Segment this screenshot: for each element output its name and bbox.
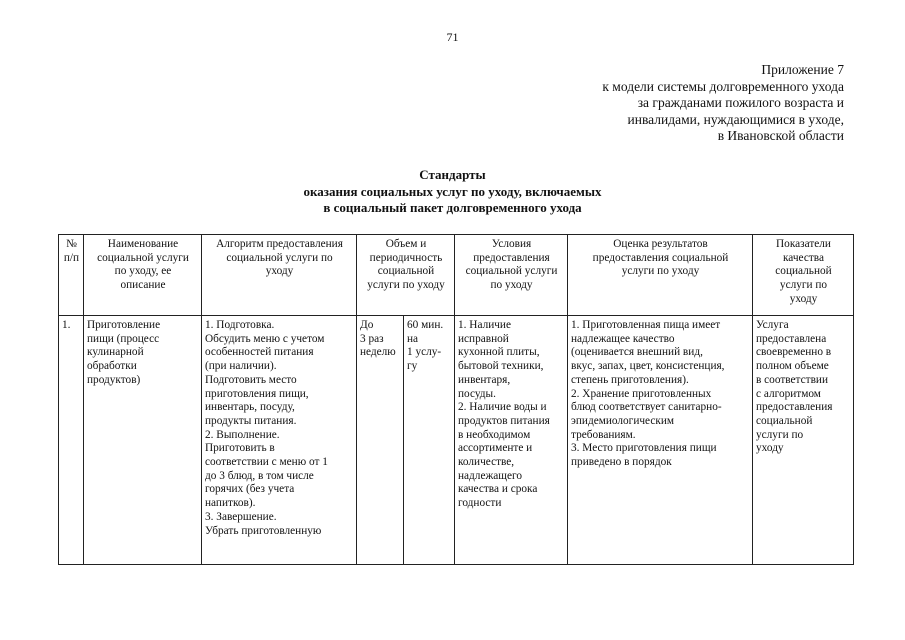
- header-conditions: Условия предоставления социальной услуги по уходу: [455, 235, 568, 316]
- appendix-line: Приложение 7: [761, 62, 844, 77]
- cell-number: 1.: [59, 316, 84, 565]
- header-quality: Показатели качества социальной услуги по уходу: [753, 235, 854, 316]
- document-title: [0, 167, 905, 217]
- cell-volume: 60 мин. на 1 услу- гу: [404, 316, 455, 565]
- appendix-line: инвалидами, нуждающимися в уходе,: [627, 111, 844, 127]
- cell-algorithm: 1. Подготовка. Обсудить меню с учетом особенностей питания (при наличии). Подготовить место приготовления пищи, инвентарь, посуду, продукты питания. 2. Выполнение. Приготовить в соответствии с меню от 1 до 3 блюд, в том числе горячих (без учета напитков). 3. Завершение. Убрать приготовленную: [202, 316, 357, 565]
- title-line: оказания социальных услуг по уходу, включаемых: [303, 183, 602, 199]
- standards-table: [58, 234, 854, 565]
- header-algorithm: Алгоритм предоставления социальной услуги по уходу: [202, 235, 357, 316]
- appendix-heading: [602, 62, 844, 145]
- cell-conditions: 1. Наличие исправной кухонной плиты, бытовой техники, инвентаря, посуды. 2. Наличие воды и продуктов питания в необходимом ассортименте и количестве, надлежащего качества и срока годности: [455, 316, 568, 565]
- appendix-line: в Ивановской области: [717, 128, 844, 144]
- header-number: № п/п: [59, 235, 84, 316]
- header-evaluation: Оценка результатов предоставления социальной услуги по уходу: [568, 235, 753, 316]
- header-service-name: Наименование социальной услуги по уходу, ее описание: [84, 235, 202, 316]
- appendix-line: за гражданами пожилого возраста и: [637, 95, 844, 111]
- title-line: в социальный пакет долговременного ухода: [323, 200, 582, 215]
- table-header-row: [59, 235, 854, 316]
- cell-evaluation: 1. Приготовленная пища имеет надлежащее качество (оценивается внешний вид, вкус, запах, цвет, консистенция, степень приготовления). 2. Хранение приготовленных блюд соответствует санитарно- эпидемиологическим требованиям. 3. Место приготовления пищи приведено в порядок: [568, 316, 753, 565]
- page-number: 71: [446, 30, 459, 44]
- header-volume-periodicity: Объем и периодичность социальной услуги по уходу: [357, 235, 455, 316]
- appendix-line: к модели системы долговременного ухода: [602, 78, 844, 94]
- cell-service-name: Приготовление пищи (процесс кулинарной обработки продуктов): [84, 316, 202, 565]
- title-line: Стандарты: [419, 167, 486, 182]
- table-row: [59, 316, 854, 565]
- cell-quality: Услуга предоставлена своевременно в полном объеме в соответствии с алгоритмом предоставления социальной услуги по уходу: [753, 316, 854, 565]
- cell-periodicity: До 3 раз неделю: [357, 316, 404, 565]
